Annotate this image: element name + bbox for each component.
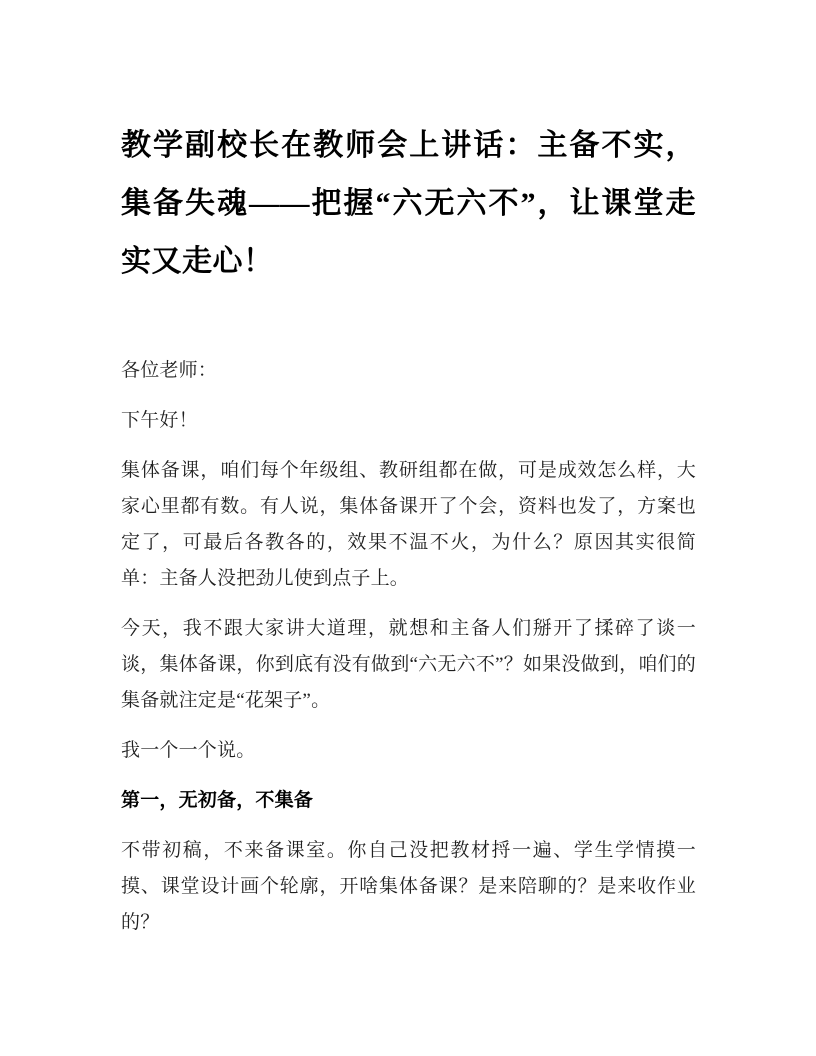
section-heading: 第一，无初备，不集备: [121, 790, 314, 811]
salutation-paragraph: 各位老师：: [121, 360, 218, 381]
body-paragraph: 今天，我不跟大家讲大道理，就想和主备人们掰开了揉碎了谈一谈，集体备课，你到底有没有做到“六无六不”？如果没做到，咱们的集备就注定是“花架子”。: [121, 618, 696, 711]
greeting-paragraph: 下午好！: [121, 410, 198, 431]
body-paragraph: 我一个一个说。: [121, 740, 256, 761]
document-title: 教学副校长在教师会上讲话：主备不实，集备失魂——把握“六无六不”，让课堂走实又走心！: [121, 129, 696, 278]
body-paragraph: 集体备课，咱们每个年级组、教研组都在做，可是成效怎么样，大家心里都有数。有人说，集体备课开了个会，资料也发了，方案也定了，可最后各教各的，效果不温不火，为什么？原因其实很简单：主备人没把劲儿使到点子上。: [121, 460, 696, 589]
body-paragraph: 不带初稿，不来备课室。你自己没把教材捋一遍、学生学情摸一摸、课堂设计画个轮廓，开啥集体备课？是来陪聊的？是来收作业的？: [121, 840, 696, 933]
